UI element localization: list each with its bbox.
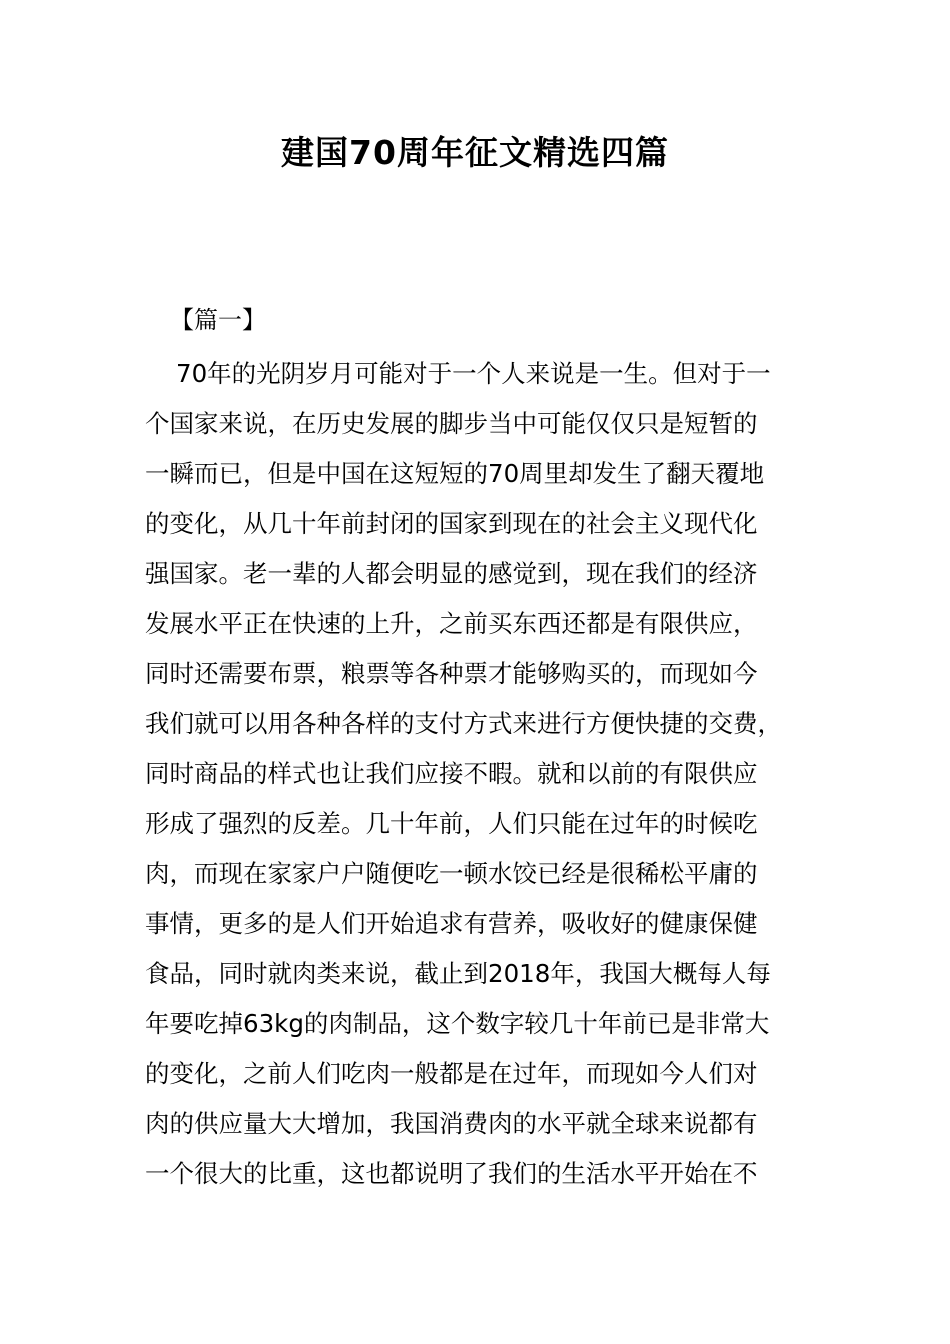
paragraph-line: 食品，同时就肉类来说，截止到2018年，我国大概每人每 <box>145 959 771 988</box>
section-heading: 【篇一】 <box>170 306 266 334</box>
paragraph-line: 的变化，从几十年前封闭的国家到现在的社会主义现代化 <box>145 509 758 538</box>
paragraph-line: 形成了强烈的反差。几十年前，人们只能在过年的时候吃 <box>145 809 758 838</box>
paragraph-line: 肉，而现在家家户户随便吃一顿水饺已经是很稀松平庸的 <box>145 859 758 888</box>
paragraph-line: 肉的供应量大大增加，我国消费肉的水平就全球来说都有 <box>145 1109 758 1138</box>
paragraph-line: 事情，更多的是人们开始追求有营养，吸收好的健康保健 <box>145 909 758 938</box>
paragraph-line: 的变化，之前人们吃肉一般都是在过年，而现如今人们对 <box>145 1059 758 1088</box>
paragraph-line: 发展水平正在快速的上升，之前买东西还都是有限供应， <box>145 609 758 638</box>
paragraph-line: 年要吃掉63kg的肉制品，这个数字较几十年前已是非常大 <box>145 1009 770 1038</box>
document-title: 建国70周年征文精选四篇 <box>281 133 669 172</box>
paragraph-line: 一瞬而已，但是中国在这短短的70周里却发生了翻天覆地 <box>145 459 765 488</box>
paragraph-line: 70年的光阴岁月可能对于一个人来说是一生。但对于一 <box>176 359 771 388</box>
paragraph-line: 个国家来说，在历史发展的脚步当中可能仅仅只是短暂的 <box>145 409 758 438</box>
paragraph-line: 同时还需要布票，粮票等各种票才能够购买的，而现如今 <box>145 659 758 688</box>
paragraph-line: 同时商品的样式也让我们应接不暇。就和以前的有限供应 <box>145 759 758 788</box>
paragraph-line: 我们就可以用各种各样的支付方式来进行方便快捷的交费， <box>145 709 782 738</box>
paragraph-line: 强国家。老一辈的人都会明显的感觉到，现在我们的经济 <box>145 559 758 588</box>
paragraph-line: 一个很大的比重，这也都说明了我们的生活水平开始在不 <box>145 1159 758 1188</box>
